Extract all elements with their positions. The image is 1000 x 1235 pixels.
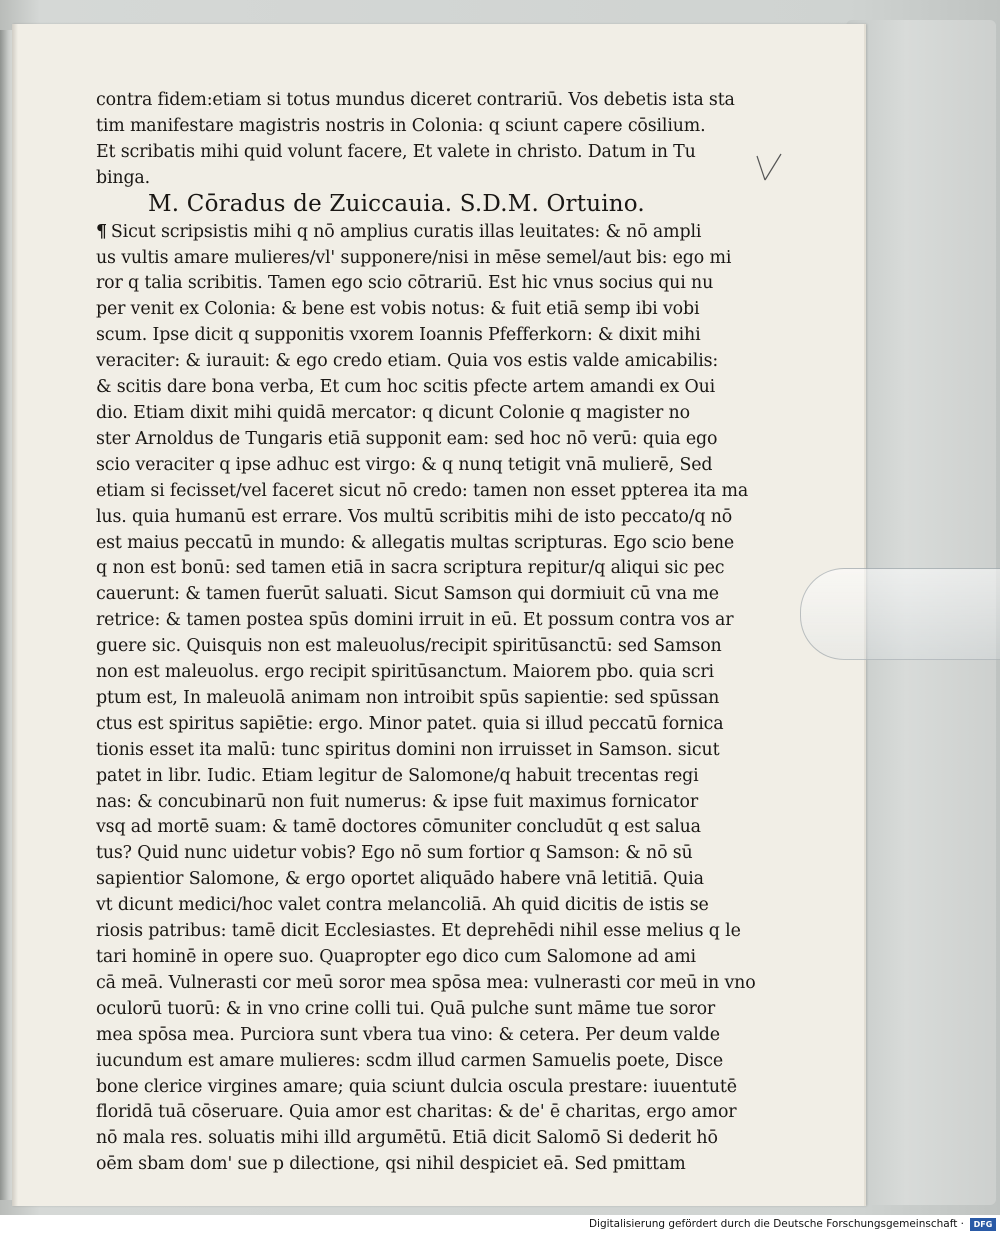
dfg-logo: DFG [970,1218,996,1231]
text-line: contra fidem:etiam si totus mundus diceret contrariū. Vos debetis ista sta [96,90,735,110]
text-line: sapientior Salomone, & ergo oportet aliquādo habere vnā letitiā. Quia [96,869,704,890]
text-line-content: Sicut scripsistis mihi q nō amplius curatis illas leuitates: & nō ampli [110,221,702,242]
pilcrow-mark: ¶ [96,221,107,242]
text-line: patet in libr. Iudic. Etiam legitur de Salomone/q habuit trecentas regi [96,765,699,786]
footer-bar [0,1215,1000,1235]
text-line: dio. Etiam dixit mihi quidā mercator: q dicunt Colonie q magister no [96,402,690,423]
text-line: scum. Ipse dicit q supponitis vxorem Ioannis Pfefferkorn: & dixit mihi [96,325,701,346]
funding-credit: Digitalisierung gefördert durch die Deutsche Forschungsgemeinschaft · [588,1218,964,1230]
printed-text-block [96,88,772,1178]
text-line: iucundum est amare mulieres: scdm illud carmen Samuelis poete, Disce [96,1050,723,1071]
text-line: oēm sbam dom' sue p dilectione, qsi nihil despiciet eā. Sed pmittam [96,1154,686,1175]
text-line: ster Arnoldus de Tungaris etiā supponit eam: sed hoc nō verū: quia ego [96,428,718,449]
text-line: floridā tuā cōseruare. Quia amor est charitas: & de' ē charitas, ergo amor [96,1102,737,1123]
text-line: est maius peccatū in mundo: & allegatis multas scripturas. Ego scio bene [96,532,735,553]
text-line: binga. [96,167,151,188]
text-line: oculorū tuorū: & in vno crine colli tui. Quā pulche sunt māme tue soror [96,998,716,1019]
text-line: us vultis amare mulieres/vl' supponere/nisi in mēse semel/aut bis: ego mi [96,247,732,268]
text-line: riosis patribus: tamē dicit Ecclesiastes. Et deprehēdi nihil esse melius q le [96,921,741,942]
text-line: vsq ad mortē suam: & tamē doctores cōmuniter concludūt q est salua [96,817,701,838]
text-line: nō mala res. soluatis mihi illd argumētū. Etiā dicit Salomō Si dederit hō [96,1128,718,1149]
text-line: lus. quia humanū est errare. Vos multū scribitis mihi de isto peccato/q nō [96,506,733,527]
text-line: Et scribatis mihi quid volunt facere, Et valete in christo. Datum in Tu [96,141,696,162]
text-line: & scitis dare bona verba, Et cum hoc scitis pfecte artem amandi ex Oui [96,377,716,398]
text-line: bone clerice virgines amare; quia sciunt dulcia oscula prestare: iuuentutē [96,1076,737,1097]
text-line: per venit ex Colonia: & bene est vobis notus: & fuit etiā semp ibi vobi [96,299,700,320]
page-gutter-shadow [12,24,18,1206]
text-line: guere sic. Quisquis non est maleuolus/recipit spiritūsanctū: sed Samson [96,636,722,657]
text-line: retrice: & tamen postea spūs domini irruit in eū. Et possum contra vos ar [96,610,734,631]
text-line: q non est bonū: sed tamen etiā in sacra scriptura repitur/q aliqui sic pec [96,558,725,579]
text-line: ror q talia scribitis. Tamen ego scio cōtrariū. Est hic vnus socius qui nu [96,273,714,294]
text-line: tari hominē in opere suo. Quapropter ego dico cum Salomone ad ami [96,947,696,967]
text-line: tus? Quid nunc uidetur vobis? Ego nō sum fortior q Samson: & nō sū [96,843,693,864]
plastic-clip-tab [800,568,1000,660]
text-line: etiam si fecisset/vel faceret sicut nō credo: tamen non esset ppterea ita ma [96,480,749,501]
text-line: non est maleuolus. ergo recipit spiritūsanctum. Maiorem pbo. quia scri [96,662,714,683]
text-line: scio veraciter q ipse adhuc est virgo: & q nunq tetigit vnā mulierē, Sed [96,454,713,475]
text-line: nas: & concubinarū non fuit numerus: & ipse fuit maximus fornicator [96,791,699,812]
text-line: tionis esset ita malū: tunc spiritus domini non irruisset in Samson. sicut [96,739,720,760]
text-line: ctus est spiritus sapiētie: ergo. Minor patet. quia si illud peccatū fornica [96,713,724,734]
letter-heading: M. Cōradus de Zuiccauia. S.D.M. Ortuino. [148,190,645,217]
text-line [96,220,772,246]
text-line: mea spōsa mea. Purciora sunt vbera tua vino: & cetera. Per deum valde [96,1024,720,1045]
text-line: cā meā. Vulnerasti cor meū soror mea spōsa mea: vulnerasti cor meū in vno [96,972,756,993]
text-line: ptum est, In maleuolā animam non introibit spūs sapientie: sed spūssan [96,687,720,708]
text-line: tim manifestare magistris nostris in Colonia: q sciunt capere cōsilium. [96,115,706,136]
text-line: cauerunt: & tamen fuerūt saluati. Sicut Samson qui dormiuit cū vna me [96,584,719,605]
text-line: veraciter: & iurauit: & ego credo etiam. Quia vos estis valde amicabilis: [96,351,719,372]
text-line: vt dicunt medici/hoc valet contra melancoliā. Ah quid dicitis de istis se [96,895,709,916]
